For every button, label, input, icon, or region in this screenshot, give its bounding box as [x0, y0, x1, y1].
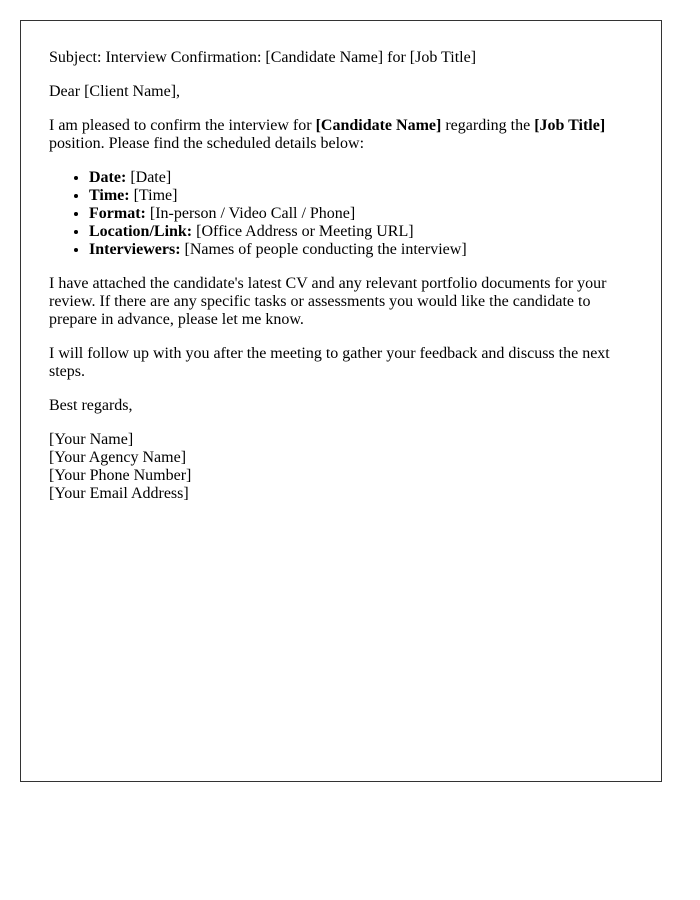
detail-value: [Time]: [129, 187, 178, 204]
detail-value: [Date]: [126, 169, 172, 186]
letter-content: [49, 49, 629, 519]
intro-text-2: regarding the: [441, 117, 535, 134]
intro-text-1: I am pleased to confirm the interview for: [49, 117, 316, 134]
signature-agency: [Your Agency Name]: [49, 449, 187, 466]
subject-line: Subject: Interview Confirmation: [Candidate Name] for [Job Title]: [49, 49, 477, 66]
detail-format: [89, 205, 629, 223]
detail-label: Time:: [89, 187, 130, 204]
detail-interviewers: [89, 241, 629, 259]
detail-date: [89, 169, 629, 187]
signature-block: [49, 431, 629, 503]
detail-time: [89, 187, 629, 205]
signature-email: [Your Email Address]: [49, 485, 189, 502]
detail-label: Location/Link:: [89, 223, 193, 240]
signature-phone: [Your Phone Number]: [49, 467, 192, 484]
attachments-paragraph: I have attached the candidate's latest CV and any relevant portfolio documents for your review. If there are any specific tasks or assessments you would like the candidate to prepare in advance, please let me know.: [49, 275, 607, 328]
intro-paragraph: [49, 117, 629, 153]
greeting: Dear [Client Name],: [49, 83, 181, 100]
closing: Best regards,: [49, 397, 133, 414]
detail-value: [In-person / Video Call / Phone]: [145, 205, 356, 222]
detail-location: [89, 223, 629, 241]
candidate-name: [Candidate Name]: [315, 117, 442, 134]
signature-name: [Your Name]: [49, 431, 134, 448]
details-list: [49, 169, 629, 259]
detail-value: [Office Address or Meeting URL]: [192, 223, 414, 240]
detail-label: Format:: [89, 205, 146, 222]
followup-paragraph: I will follow up with you after the meeting to gather your feedback and discuss the next steps.: [49, 345, 610, 380]
intro-text-3: position. Please find the scheduled details below:: [49, 135, 365, 152]
detail-value: [Names of people conducting the interview]: [180, 241, 467, 258]
detail-label: Interviewers:: [89, 241, 181, 258]
job-title: [Job Title]: [534, 117, 606, 134]
detail-label: Date:: [89, 169, 127, 186]
letter-page: [20, 20, 662, 782]
